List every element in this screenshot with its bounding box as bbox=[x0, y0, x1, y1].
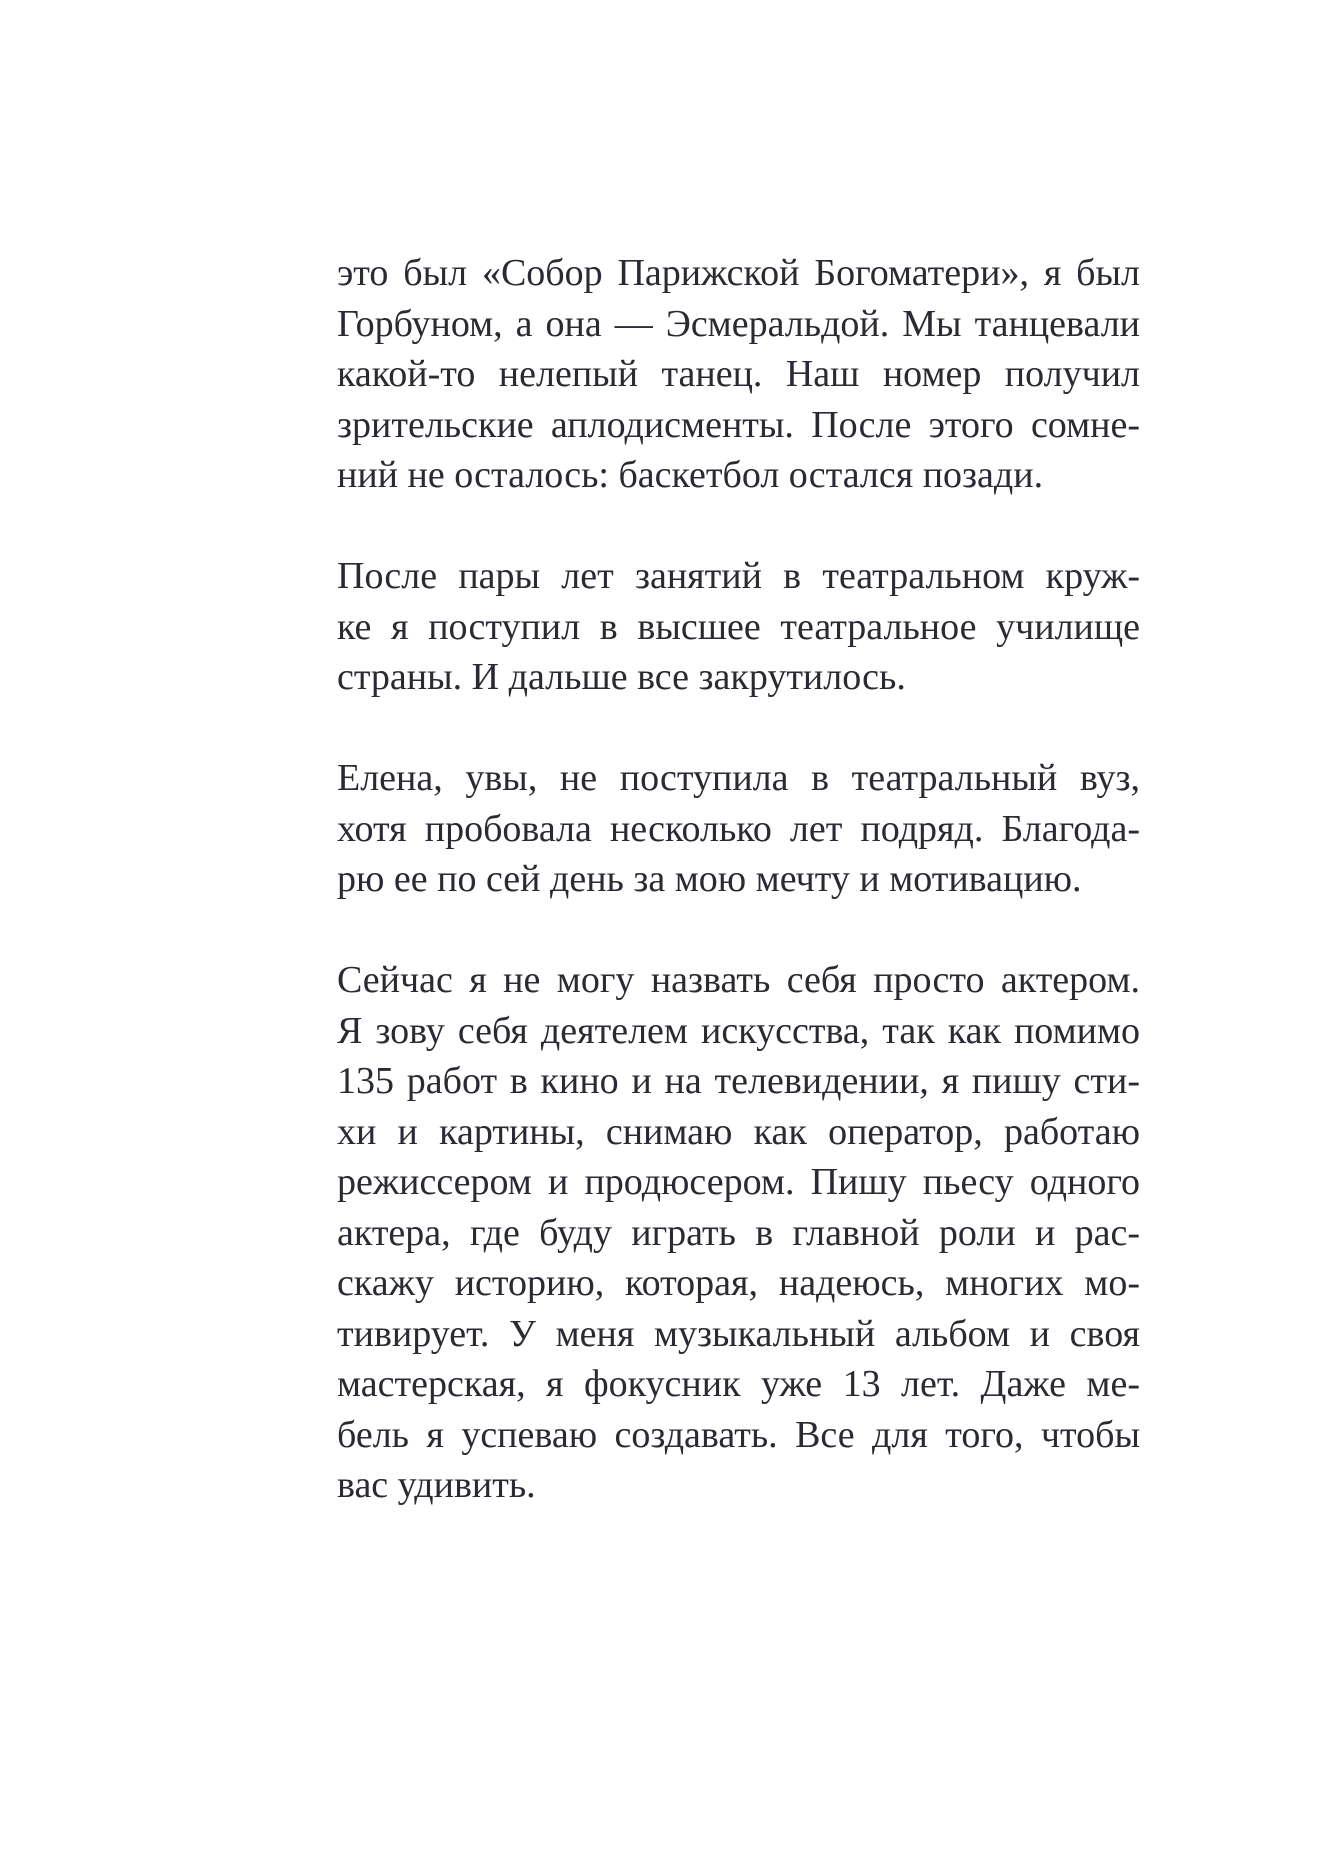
text-line: тивирует. У меня музыкальный альбом и своя bbox=[337, 1312, 1140, 1355]
text-line: Елена, увы, не поступила в театральный вуз, bbox=[337, 757, 1140, 799]
text-line: это был «Собор Парижской Богоматери», я был bbox=[337, 252, 1140, 294]
text-line: После пары лет занятий в театральном круж- bbox=[337, 555, 1140, 597]
text-line: бель я успеваю создавать. Все для того, чтобы bbox=[337, 1413, 1140, 1456]
text-line: Сейчас я не могу назвать себя просто актером. bbox=[337, 959, 1140, 1001]
text-line: рю ее по сей день за мою мечту и мотивацию. bbox=[337, 858, 1082, 900]
text-line: режиссером и продюсером. Пишу пьесу одного bbox=[337, 1161, 1140, 1203]
text-line: актера, где буду играть в главной роли и рас- bbox=[337, 1211, 1140, 1254]
text-line: хи и картины, снимаю как оператор, работаю bbox=[337, 1110, 1140, 1153]
text-line: ке я поступил в высшее театральное училище bbox=[337, 605, 1140, 648]
text-line: Я зову себя деятелем искусства, так как помимо bbox=[337, 1009, 1140, 1052]
text-line: страны. И дальше все закрутилось. bbox=[337, 656, 906, 698]
text-line: зрительские аплодисменты. После этого сомне- bbox=[337, 403, 1140, 446]
paragraph-2 bbox=[337, 551, 1140, 703]
text-line: скажу историю, которая, надеюсь, многих мо- bbox=[337, 1262, 1140, 1304]
text-line: хотя пробовала несколько лет подряд. Благода- bbox=[337, 807, 1140, 850]
paragraph-4 bbox=[337, 955, 1140, 1511]
text-line: вас удивить. bbox=[337, 1464, 536, 1506]
text-line: 135 работ в кино и на телевидении, я пишу сти- bbox=[337, 1060, 1140, 1102]
text-line: Горбуном, а она — Эсмеральдой. Мы танцевали bbox=[337, 302, 1140, 345]
text-line: какой-то нелепый танец. Наш номер получил bbox=[337, 353, 1140, 395]
text-line: ний не осталось: баскетбол остался позади. bbox=[337, 454, 1044, 496]
paragraph-3 bbox=[337, 753, 1140, 905]
text-line: мастерская, я фокусник уже 13 лет. Даже ме- bbox=[337, 1363, 1140, 1405]
body-text bbox=[337, 248, 1140, 1561]
paragraph-1 bbox=[337, 248, 1140, 501]
